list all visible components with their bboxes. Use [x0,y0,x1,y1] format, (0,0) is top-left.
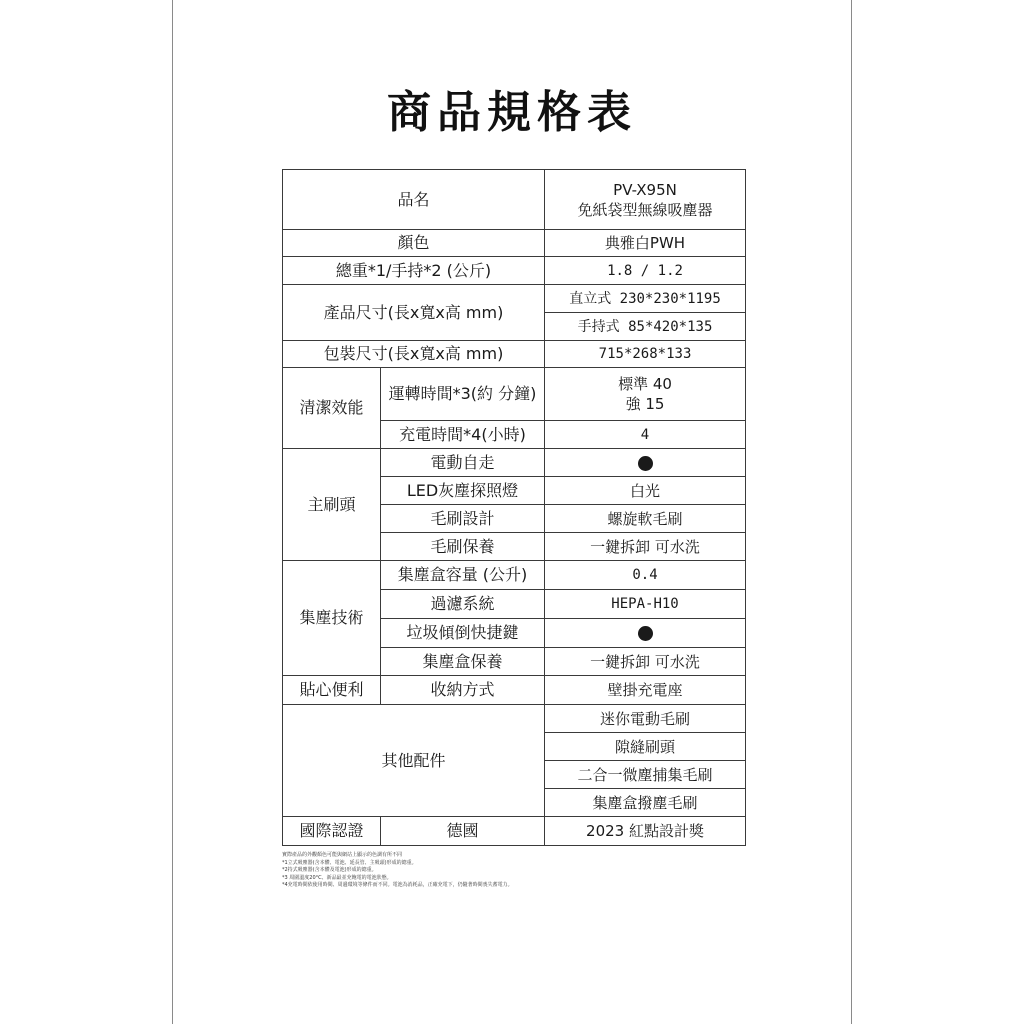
accessory-item: 隙縫刷頭 [545,733,746,761]
brush-item-value: 一鍵拆卸 可水洗 [545,533,746,561]
dust-group-label: 集塵技術 [283,561,381,676]
brush-item-label: 毛刷保養 [381,533,545,561]
dust-item-value [545,619,746,648]
convenience-group-label: 貼心便利 [283,676,381,705]
color-label: 顏色 [283,230,545,257]
brush-group-label: 主刷頭 [283,449,381,561]
table-row [283,285,746,313]
table-row [283,257,746,285]
package-size-label: 包裝尺寸(長x寬x高 mm) [283,341,545,368]
runtime-label: 運轉時間*3(約 分鐘) [381,368,545,421]
footnote: *3 周圍溫度20°C、新品最並充飽電的電池狀態。 [282,874,392,881]
brush-item-value: 螺旋軟毛刷 [545,505,746,533]
accessories-label: 其他配件 [283,705,545,817]
certification-group-label: 國際認證 [283,817,381,846]
dust-item-value: 0.4 [545,561,746,590]
dust-item-value: 一鍵拆卸 可水洗 [545,648,746,676]
table-row [283,368,746,421]
table-row [283,676,746,705]
weight-label: 總重*1/手持*2 (公斤) [283,257,545,285]
dust-item-label: 集塵盒保養 [381,648,545,676]
table-row [283,705,746,733]
footnote: *2持式吸塵器(含本體及電池)形成的總重。 [282,867,377,873]
runtime-strong: 強 15 [625,395,665,413]
product-name-value [545,170,746,230]
brush-item-label: LED灰塵探照燈 [381,477,545,505]
page-title: 商品規格表 [387,87,637,138]
filled-dot-icon [638,626,653,641]
brush-item-label: 電動自走 [381,449,545,477]
package-size-value: 715*268*133 [545,341,746,368]
runtime-standard: 標準 40 [618,375,672,393]
table-row [283,170,746,230]
certification-country: 德國 [381,817,545,846]
model-number: PV-X95N [613,180,677,199]
footnote: 實際產品的外觀顏色可能與網站上顯示的色調有所不同 [282,852,403,858]
accessory-item: 迷你電動毛刷 [545,705,746,733]
spec-sheet [172,0,852,1024]
dust-item-label: 過濾系統 [381,590,545,619]
runtime-value [545,368,746,421]
footnotes [282,852,752,890]
dust-item-label: 集塵盒容量 (公升) [381,561,545,590]
footnote: *1立式吸塵器(含本體、電池、延長管、主吸頭)形成的總重。 [282,859,417,866]
storage-value: 壁掛充電座 [545,676,746,705]
table-row [283,561,746,590]
table-row [283,341,746,368]
filled-dot-icon [638,456,653,471]
charge-time-label: 充電時間*4(小時) [381,421,545,449]
accessory-item: 集塵盒撥塵毛刷 [545,789,746,817]
table-row [283,230,746,257]
product-type: 免紙袋型無線吸塵器 [577,200,713,219]
dust-item-value: HEPA-H10 [545,590,746,619]
brush-item-value: 白光 [545,477,746,505]
size-handheld: 手持式 85*420*135 [545,313,746,341]
product-name-label: 品名 [283,170,545,230]
storage-label: 收納方式 [381,676,545,705]
table-row [283,449,746,477]
table-row [283,817,746,846]
footnote: *4充電時間依使用時間、周邊環境等條件而不同。電池為消耗品，正確充電下，仍隨著時間喪失蓄電力。 [282,882,513,888]
charge-time-value: 4 [545,421,746,449]
size-upright: 直立式 230*230*1195 [545,285,746,313]
accessory-item: 二合一微塵捕集毛刷 [545,761,746,789]
cleaning-group-label: 清潔效能 [283,368,381,449]
product-size-label: 產品尺寸(長x寬x高 mm) [283,285,545,341]
weight-value: 1.8 / 1.2 [545,257,746,285]
spec-table [282,169,746,846]
color-value: 典雅白PWH [545,230,746,257]
certification-award: 2023 紅點設計獎 [545,817,746,846]
dust-item-label: 垃圾傾倒快捷鍵 [381,619,545,648]
brush-item-value [545,449,746,477]
brush-item-label: 毛刷設計 [381,505,545,533]
